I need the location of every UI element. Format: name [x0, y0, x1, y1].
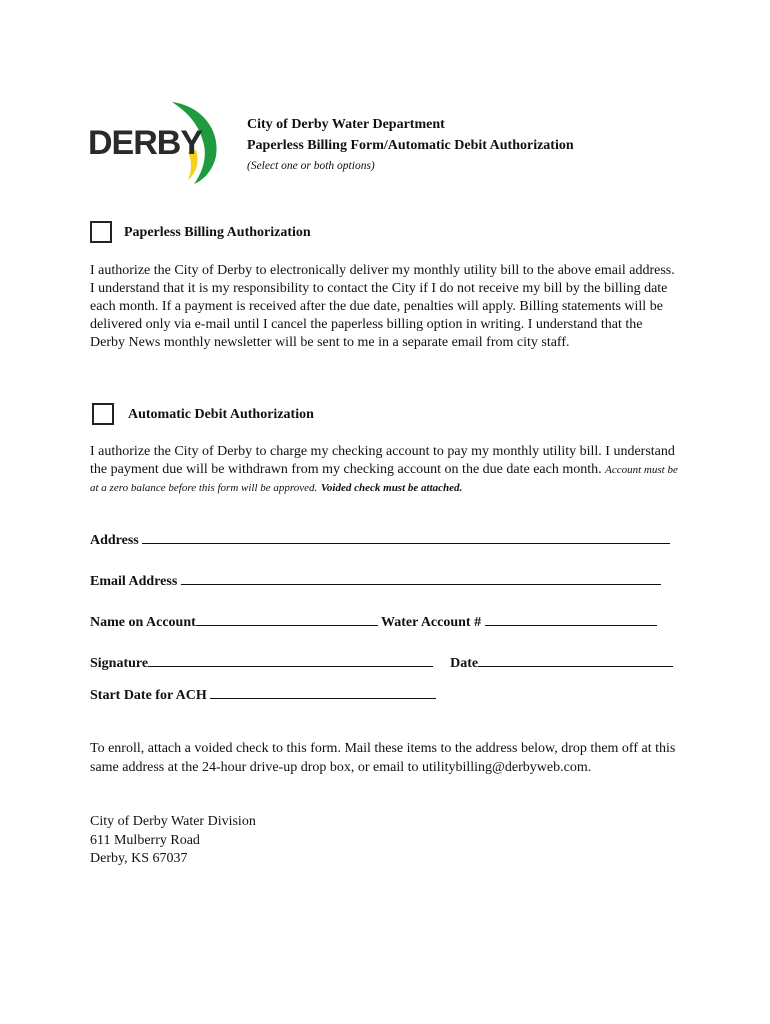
email-input-line[interactable]	[181, 570, 661, 585]
autodebit-body-block	[90, 443, 680, 497]
paperless-body: I authorize the City of Derby to electronically deliver my monthly utility bill to the above email address. I understand that it is my responsibility to contact the City if I do not receive my bill by the billing date each month. If a payment is received after the due date, penalties will apply. Billing statements will be delivered only via e-mail until I cancel the paperless billing option in writing. I understand that the Derby News monthly newsletter will be sent to me in a separate email from city staff.	[90, 263, 675, 350]
department-title: City of Derby Water Department	[247, 117, 445, 132]
address-label: Address	[90, 533, 139, 548]
date-label: Date	[450, 656, 479, 671]
signature-input-line[interactable]	[148, 652, 433, 667]
mailing-line2: 611 Mulberry Road	[90, 832, 200, 848]
autodebit-body: I authorize the City of Derby to charge my checking account to pay my monthly utility bill. I understand the payment due will be withdrawn from my checking account on the due date each month.	[90, 444, 675, 477]
autodebit-note-bold: Voided check must be attached.	[320, 482, 463, 494]
enroll-instructions: To enroll, attach a voided check to this form. Mail these items to the address below, drop them off at this same address at the 24-hour drive-up drop box, or email to utilitybilling@derbyweb.com.	[90, 741, 676, 775]
autodebit-checkbox[interactable]	[92, 403, 114, 425]
email-label: Email Address	[90, 574, 178, 589]
autodebit-note: Account must be at a zero balance before this form will be approved.	[90, 464, 678, 494]
form-header	[247, 114, 574, 176]
water-account-input-line[interactable]	[485, 611, 657, 626]
address-input-line[interactable]	[142, 529, 670, 544]
derby-logo	[84, 100, 224, 184]
water-account-label: Water Account #	[381, 615, 482, 630]
mailing-line1: City of Derby Water Division	[90, 814, 256, 829]
start-date-input-line[interactable]	[210, 684, 436, 699]
form-instruction: (Select one or both options)	[247, 160, 375, 172]
mailing-address	[90, 813, 256, 869]
start-date-label: Start Date for ACH	[90, 688, 207, 703]
name-input-line[interactable]	[196, 611, 378, 626]
paperless-checkbox[interactable]	[90, 221, 112, 243]
start-date-row	[90, 684, 436, 704]
autodebit-title: Automatic Debit Authorization	[128, 407, 314, 422]
signature-label: Signature	[90, 656, 149, 671]
paperless-title: Paperless Billing Authorization	[124, 225, 311, 240]
logo-text: DERBY	[88, 124, 203, 162]
date-input-line[interactable]	[478, 652, 673, 667]
mailing-line3: Derby, KS 67037	[90, 851, 188, 866]
name-row	[90, 611, 657, 631]
signature-row	[90, 652, 673, 672]
name-label: Name on Account	[90, 615, 196, 630]
address-row	[90, 529, 670, 549]
form-title: Paperless Billing Form/Automatic Debit Authorization	[247, 138, 574, 153]
email-row	[90, 570, 661, 590]
